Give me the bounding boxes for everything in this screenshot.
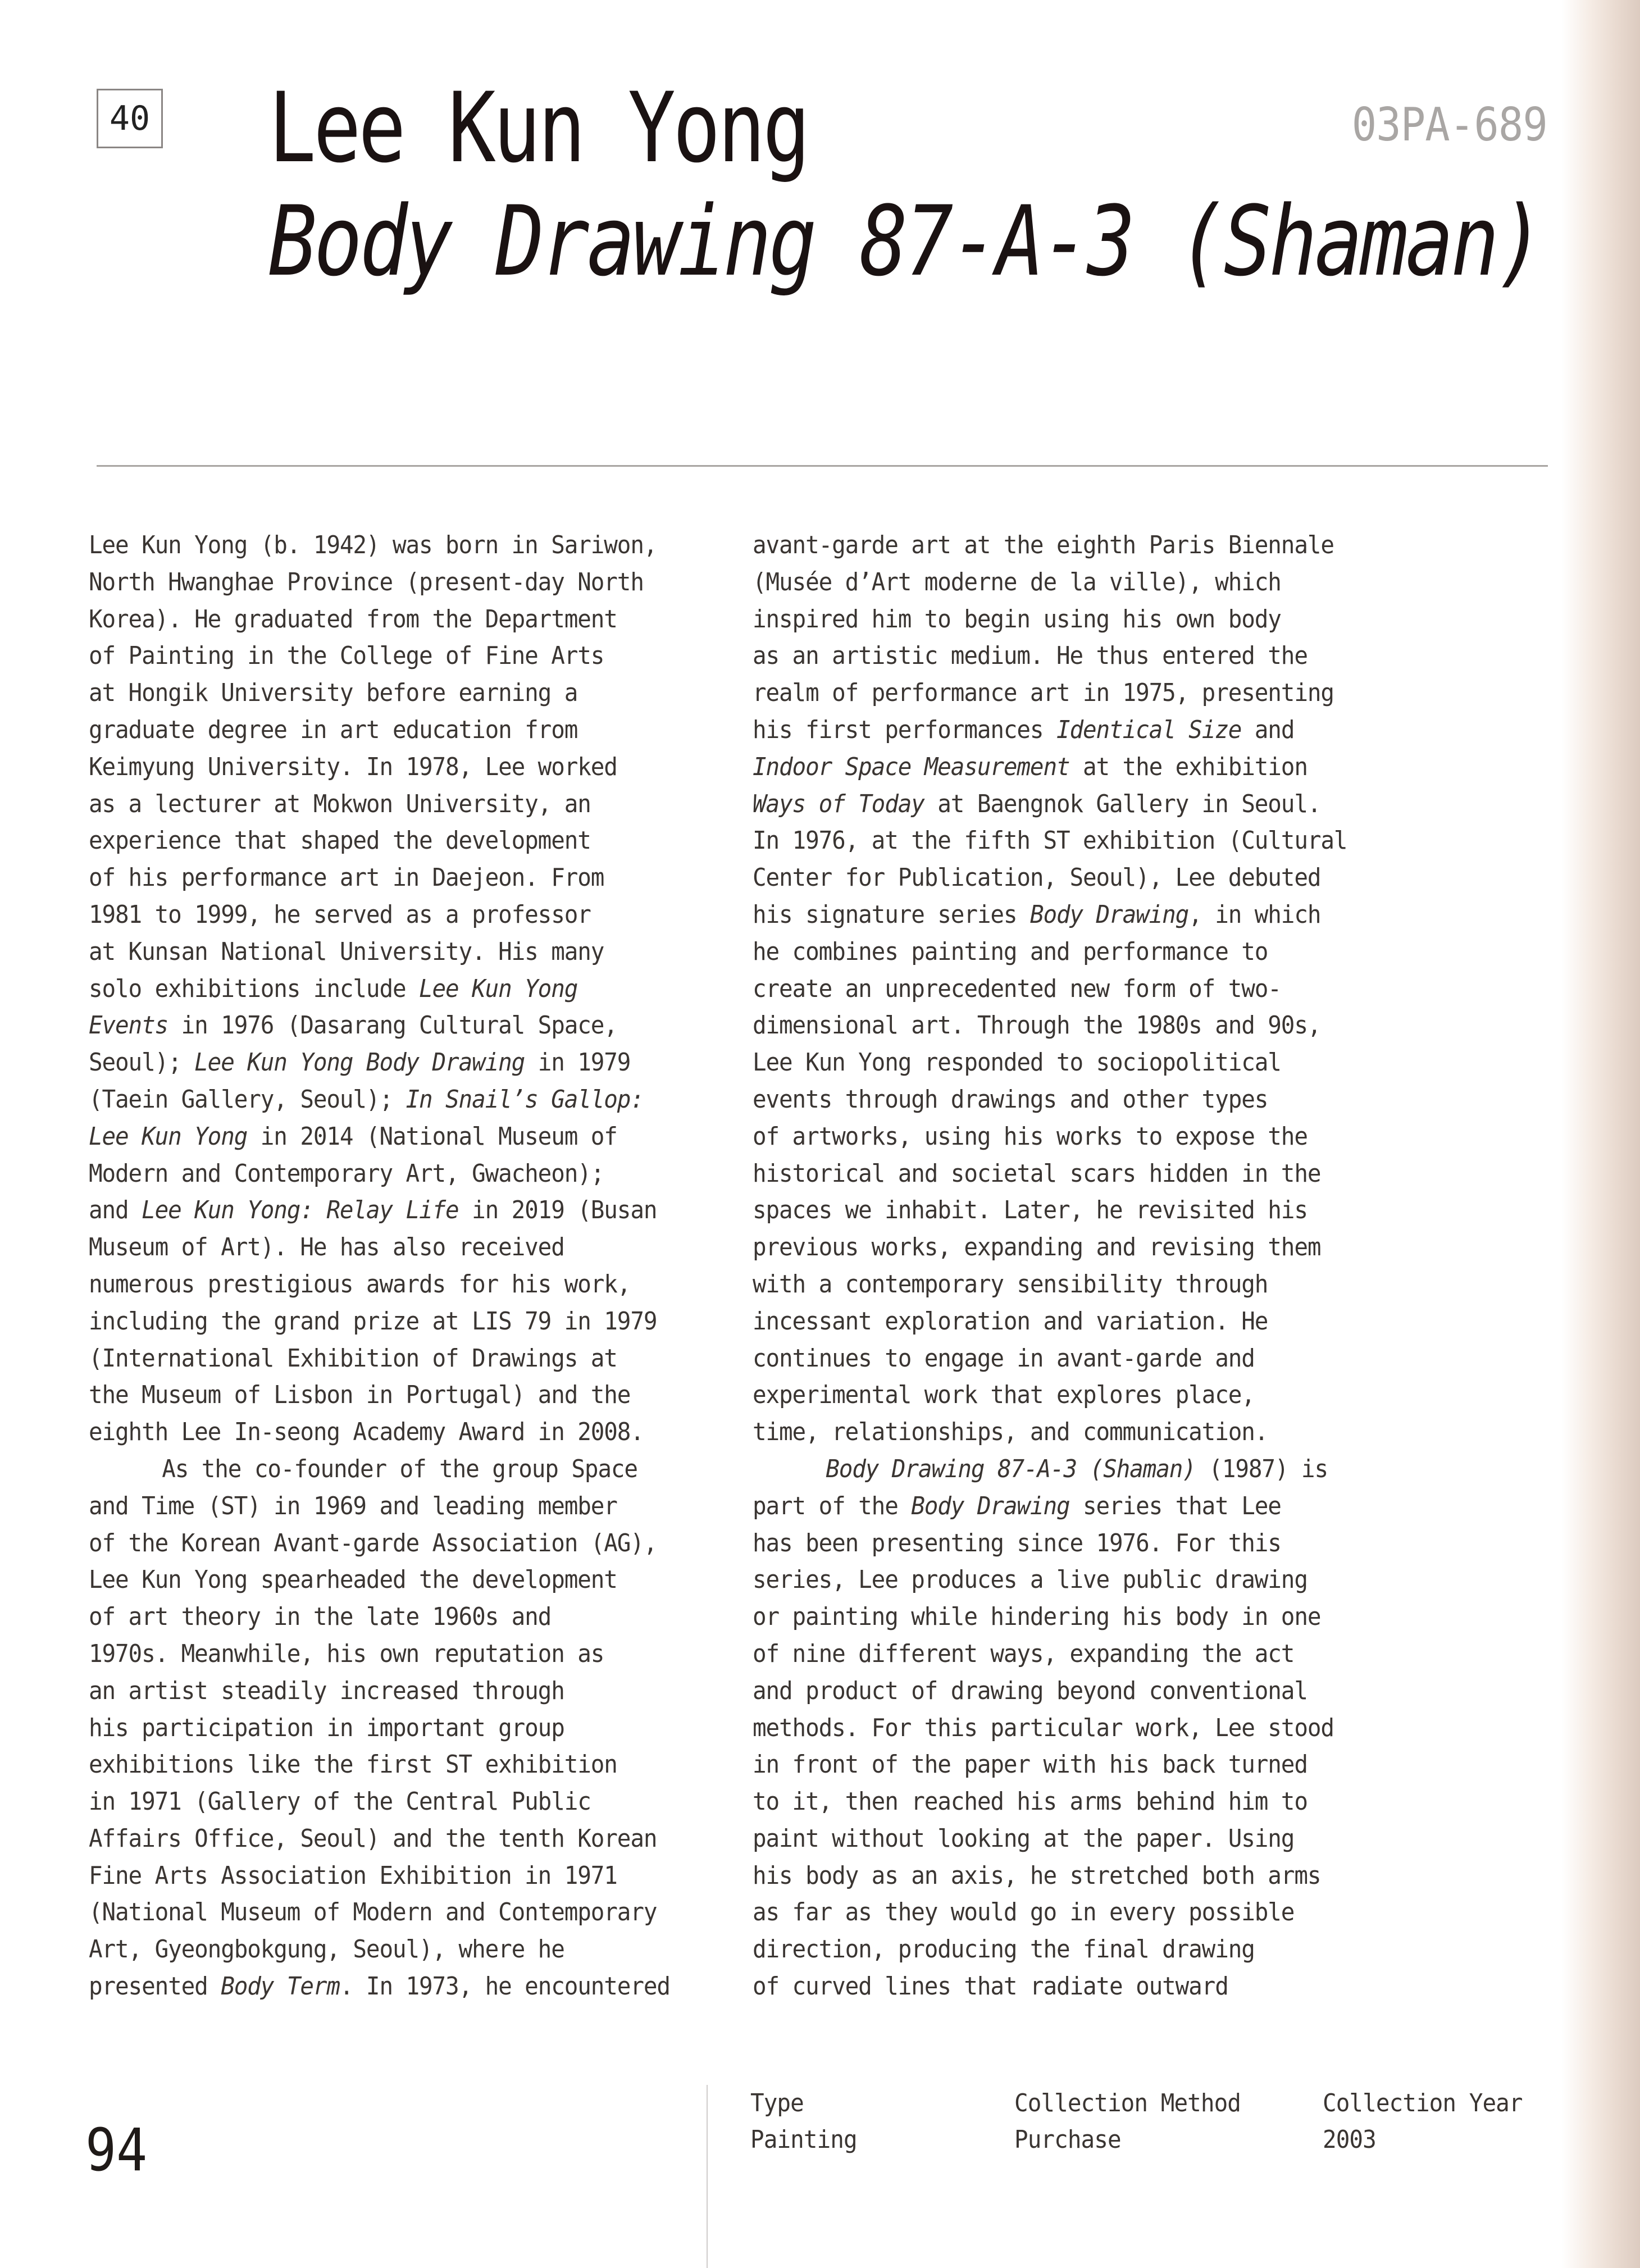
text-run: historical and societal scars hidden in the bbox=[753, 1159, 1321, 1188]
text-run: previous works, expanding and revising them bbox=[753, 1233, 1321, 1262]
text-line bbox=[753, 1820, 1347, 1857]
text-run: at the exhibition bbox=[1069, 752, 1308, 781]
text-run: his participation in important group bbox=[89, 1713, 564, 1742]
meta-type bbox=[750, 2085, 857, 2158]
text-line bbox=[89, 712, 670, 749]
italic-title-run: Identical Size bbox=[1056, 715, 1242, 744]
text-run: In 1976, at the fifth ST exhibition (Cultural bbox=[753, 826, 1347, 855]
text-line bbox=[89, 1525, 670, 1562]
text-line bbox=[89, 1857, 670, 1894]
text-line bbox=[753, 896, 1347, 933]
text-line bbox=[89, 1451, 670, 1488]
text-run: direction, producing the final drawing bbox=[753, 1935, 1255, 1964]
text-run: as far as they would go in every possible bbox=[753, 1898, 1295, 1927]
text-run: of nine different ways, expanding the act bbox=[753, 1639, 1295, 1668]
text-line bbox=[753, 1931, 1347, 1968]
text-run: exhibitions like the first ST exhibition bbox=[89, 1750, 617, 1779]
text-run: in front of the paper with his back turned bbox=[753, 1750, 1308, 1779]
catalog-number-badge: 40 bbox=[97, 89, 163, 148]
text-run: paint without looking at the paper. Using bbox=[753, 1824, 1295, 1853]
header-divider bbox=[97, 465, 1548, 467]
text-run: avant-garde art at the eighth Paris Biennale bbox=[753, 531, 1334, 559]
text-run: As the co-founder of the group Space bbox=[162, 1454, 637, 1483]
text-line bbox=[753, 1598, 1347, 1636]
meta-collection-year-label: Collection Year bbox=[1323, 2089, 1523, 2117]
text-line bbox=[89, 1155, 670, 1192]
text-run: the Museum of Lisbon in Portugal) and the bbox=[89, 1381, 631, 1410]
text-run: at Hongik University before earning a bbox=[89, 678, 578, 708]
text-line bbox=[753, 859, 1347, 896]
text-run: including the grand prize at LIS 79 in 1979 bbox=[89, 1306, 657, 1336]
text-run: of Painting in the College of Fine Arts bbox=[89, 641, 604, 671]
text-line bbox=[753, 933, 1347, 971]
text-line bbox=[89, 601, 670, 638]
meta-type-label: Type bbox=[750, 2089, 804, 2117]
italic-title-run: Indoor Space Measurement bbox=[753, 752, 1070, 781]
italic-title-run: Body Term bbox=[221, 1972, 340, 2001]
text-line bbox=[89, 1044, 670, 1081]
text-run: of curved lines that radiate outward bbox=[753, 1972, 1228, 2001]
text-run: and product of drawing beyond conventional bbox=[753, 1676, 1308, 1705]
text-line bbox=[89, 1303, 670, 1340]
text-run: in 1979 bbox=[525, 1048, 631, 1077]
text-line bbox=[89, 1783, 670, 1820]
text-line bbox=[753, 1118, 1347, 1155]
italic-title-run: Ways of Today bbox=[753, 789, 924, 818]
text-line bbox=[753, 749, 1347, 786]
text-line bbox=[753, 1636, 1347, 1673]
text-run: time, relationships, and communication. bbox=[753, 1418, 1268, 1447]
body-text-right-column bbox=[753, 527, 1347, 2005]
text-line bbox=[89, 1968, 670, 2005]
text-run: at Kunsan National University. His many bbox=[89, 937, 604, 966]
text-run: in 1976 (Dasarang Cultural Space, bbox=[168, 1011, 617, 1040]
text-line bbox=[89, 859, 670, 896]
italic-title-run: Body Drawing bbox=[911, 1491, 1070, 1520]
text-run: his body as an axis, he stretched both arms bbox=[753, 1861, 1321, 1890]
text-run: experimental work that explores place, bbox=[753, 1381, 1255, 1410]
text-line bbox=[753, 1746, 1347, 1783]
italic-title-run: Events bbox=[89, 1011, 168, 1040]
text-run: Lee Kun Yong spearheaded the development bbox=[89, 1565, 617, 1595]
text-line bbox=[753, 1377, 1347, 1414]
text-run: events through drawings and other types bbox=[753, 1085, 1268, 1114]
text-line bbox=[89, 749, 670, 786]
text-run: eighth Lee In-seong Academy Award in 2008. bbox=[89, 1418, 644, 1447]
work-title: Body Drawing 87-A-3 (Shaman) bbox=[268, 185, 1542, 298]
text-line bbox=[89, 971, 670, 1008]
text-run: Keimyung University. In 1978, Lee worked bbox=[89, 752, 617, 781]
text-run: methods. For this particular work, Lee stood bbox=[753, 1713, 1334, 1742]
text-line bbox=[753, 1561, 1347, 1598]
text-line bbox=[89, 1561, 670, 1598]
text-line bbox=[89, 1673, 670, 1710]
page-number: 94 bbox=[85, 2116, 148, 2184]
text-run: continues to engage in avant-garde and bbox=[753, 1344, 1255, 1373]
text-line bbox=[753, 564, 1347, 601]
text-run: and Time (ST) in 1969 and leading member bbox=[89, 1491, 617, 1520]
text-run: and bbox=[1241, 715, 1295, 744]
footer-divider bbox=[707, 2085, 708, 2268]
text-run: (1987) is bbox=[1195, 1454, 1328, 1483]
text-run: of art theory in the late 1960s and bbox=[89, 1602, 552, 1632]
text-run: realm of performance art in 1975, presenting bbox=[753, 678, 1334, 708]
text-run: Lee Kun Yong responded to sociopolitical bbox=[753, 1048, 1281, 1077]
italic-title-run: Body Drawing 87-A-3 (Shaman) bbox=[826, 1454, 1196, 1483]
text-line bbox=[89, 1894, 670, 1931]
text-line bbox=[89, 1007, 670, 1044]
text-line bbox=[89, 933, 670, 971]
meta-type-value: Painting bbox=[750, 2125, 857, 2154]
text-run: and bbox=[89, 1196, 142, 1225]
text-line bbox=[89, 675, 670, 712]
italic-title-run: In Snail’s Gallop: bbox=[406, 1085, 644, 1114]
text-line bbox=[753, 1488, 1347, 1525]
text-run: 1970s. Meanwhile, his own reputation as bbox=[89, 1639, 604, 1668]
text-line bbox=[753, 1710, 1347, 1747]
text-run: of the Korean Avant-garde Association (AG), bbox=[89, 1528, 657, 1557]
text-run: his first performances bbox=[753, 715, 1056, 744]
text-line bbox=[89, 786, 670, 823]
text-run: series, Lee produces a live public drawing bbox=[753, 1565, 1308, 1595]
text-line bbox=[753, 1229, 1347, 1266]
text-line bbox=[753, 1525, 1347, 1562]
text-run: an artist steadily increased through bbox=[89, 1676, 564, 1705]
text-run: Art, Gyeongbokgung, Seoul), where he bbox=[89, 1935, 564, 1964]
text-line bbox=[753, 527, 1347, 564]
text-run: Fine Arts Association Exhibition in 1971 bbox=[89, 1861, 617, 1890]
text-line bbox=[89, 1081, 670, 1118]
text-line bbox=[753, 786, 1347, 823]
text-run: he combines painting and performance to bbox=[753, 937, 1268, 966]
text-run: Lee Kun Yong (b. 1942) was born in Sariwon, bbox=[89, 531, 657, 559]
text-run: at Baengnok Gallery in Seoul. bbox=[924, 789, 1321, 818]
text-run: Center for Publication, Seoul), Lee debuted bbox=[753, 863, 1321, 892]
text-run: create an unprecedented new form of two- bbox=[753, 974, 1281, 1003]
text-line bbox=[89, 1820, 670, 1857]
text-run: or painting while hindering his body in one bbox=[753, 1602, 1321, 1632]
text-line bbox=[89, 1488, 670, 1525]
text-line bbox=[89, 1229, 670, 1266]
meta-collection-method-value: Purchase bbox=[1014, 2125, 1121, 2154]
text-run: with a contemporary sensibility through bbox=[753, 1269, 1268, 1299]
meta-collection-year bbox=[1323, 2085, 1523, 2158]
text-run: , in which bbox=[1188, 900, 1321, 929]
text-run: to it, then reached his arms behind him to bbox=[753, 1787, 1308, 1816]
text-line bbox=[89, 822, 670, 859]
text-line bbox=[753, 1007, 1347, 1044]
text-run: part of the bbox=[753, 1491, 912, 1520]
accession-number: 03PA-689 bbox=[1351, 98, 1547, 152]
text-line bbox=[89, 1931, 670, 1968]
text-line bbox=[753, 1894, 1347, 1931]
artist-name: Lee Kun Yong bbox=[268, 71, 808, 184]
text-line bbox=[89, 1598, 670, 1636]
text-line bbox=[89, 1414, 670, 1451]
text-run: incessant exploration and variation. He bbox=[753, 1306, 1268, 1336]
italic-title-run: Lee Kun Yong bbox=[89, 1122, 248, 1151]
text-line bbox=[89, 1377, 670, 1414]
text-line bbox=[89, 564, 670, 601]
text-line bbox=[89, 1340, 670, 1377]
text-line bbox=[89, 1118, 670, 1155]
text-run: presented bbox=[89, 1972, 221, 2001]
text-line bbox=[753, 822, 1347, 859]
meta-collection-method-label: Collection Method bbox=[1014, 2089, 1241, 2117]
italic-title-run: Body Drawing bbox=[1029, 900, 1189, 929]
text-run: (Taein Gallery, Seoul); bbox=[89, 1085, 406, 1114]
text-run: in 1971 (Gallery of the Central Public bbox=[89, 1787, 591, 1816]
text-line bbox=[753, 712, 1347, 749]
page-gutter-shadow bbox=[1561, 0, 1640, 2268]
text-line bbox=[753, 1414, 1347, 1451]
text-line bbox=[753, 1192, 1347, 1229]
italic-title-run: Lee Kun Yong bbox=[419, 974, 578, 1003]
text-line bbox=[753, 1968, 1347, 2005]
text-run: numerous prestigious awards for his work, bbox=[89, 1269, 631, 1299]
text-run: Seoul); bbox=[89, 1048, 195, 1077]
text-run: series that Lee bbox=[1069, 1491, 1281, 1520]
text-run: experience that shaped the development bbox=[89, 826, 591, 855]
meta-collection-year-value: 2003 bbox=[1323, 2125, 1376, 2154]
text-line bbox=[753, 1266, 1347, 1303]
text-line bbox=[753, 637, 1347, 675]
text-line bbox=[89, 1192, 670, 1229]
text-line bbox=[753, 1340, 1347, 1377]
text-run: in 2019 (Busan bbox=[458, 1196, 657, 1225]
italic-title-run: Lee Kun Yong Body Drawing bbox=[194, 1048, 525, 1077]
text-line bbox=[753, 1673, 1347, 1710]
text-run: Modern and Contemporary Art, Gwacheon); bbox=[89, 1159, 604, 1188]
body-text-left-column bbox=[89, 527, 670, 2005]
text-line bbox=[89, 1636, 670, 1673]
text-line bbox=[753, 1303, 1347, 1340]
text-run: his signature series bbox=[753, 900, 1030, 929]
text-line bbox=[89, 527, 670, 564]
text-run: solo exhibitions include bbox=[89, 974, 420, 1003]
text-run: . In 1973, he encountered bbox=[339, 1972, 670, 2001]
text-run: inspired him to begin using his own body bbox=[753, 604, 1281, 634]
text-run: as a lecturer at Mokwon University, an bbox=[89, 789, 591, 818]
text-line bbox=[89, 637, 670, 675]
text-line bbox=[753, 675, 1347, 712]
text-line bbox=[89, 896, 670, 933]
text-line bbox=[753, 1451, 1347, 1488]
text-run: spaces we inhabit. Later, he revisited his bbox=[753, 1196, 1308, 1225]
text-run: as an artistic medium. He thus entered the bbox=[753, 641, 1308, 671]
text-run: of artworks, using his works to expose the bbox=[753, 1122, 1308, 1151]
text-line bbox=[89, 1746, 670, 1783]
italic-title-run: Lee Kun Yong: Relay Life bbox=[142, 1196, 459, 1225]
text-run: (National Museum of Modern and Contemporary bbox=[89, 1898, 657, 1927]
text-line bbox=[753, 1857, 1347, 1894]
text-run: Korea). He graduated from the Department bbox=[89, 604, 617, 634]
text-line bbox=[753, 1155, 1347, 1192]
text-line bbox=[753, 601, 1347, 638]
text-run: North Hwanghae Province (present-day North bbox=[89, 567, 644, 596]
meta-collection-method bbox=[1014, 2085, 1241, 2158]
text-line bbox=[753, 971, 1347, 1008]
text-run: in 2014 (National Museum of bbox=[247, 1122, 617, 1151]
text-line bbox=[753, 1081, 1347, 1118]
text-line bbox=[753, 1044, 1347, 1081]
text-line bbox=[753, 1783, 1347, 1820]
text-run: (Musée d’Art moderne de la ville), which bbox=[753, 567, 1281, 596]
text-run: graduate degree in art education from bbox=[89, 715, 578, 744]
text-line bbox=[89, 1266, 670, 1303]
text-run: dimensional art. Through the 1980s and 90s, bbox=[753, 1011, 1321, 1040]
text-line bbox=[89, 1710, 670, 1747]
text-run: has been presenting since 1976. For this bbox=[753, 1528, 1281, 1557]
text-run: 1981 to 1999, he served as a professor bbox=[89, 900, 591, 929]
text-run: Museum of Art). He has also received bbox=[89, 1233, 564, 1262]
text-run: of his performance art in Daejeon. From bbox=[89, 863, 604, 892]
text-run: Affairs Office, Seoul) and the tenth Korean bbox=[89, 1824, 657, 1853]
text-run: (International Exhibition of Drawings at bbox=[89, 1344, 617, 1373]
